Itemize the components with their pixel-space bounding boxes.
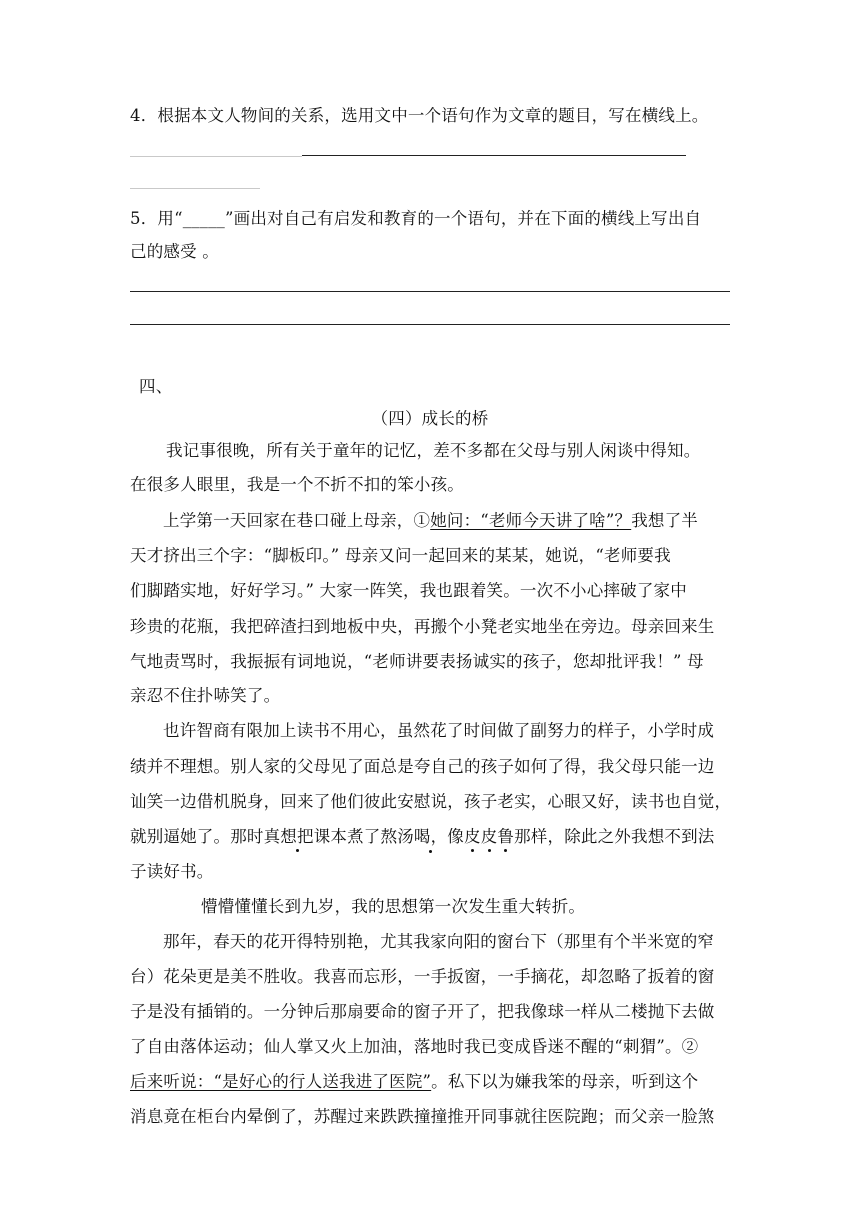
question-5: [130, 209, 730, 229]
passage-line: 台）花朵更是美不胜收。我喜而忘形，一手扳窗，一手摘花，却忽略了扳着的窗: [130, 967, 715, 986]
answer-line: [130, 291, 730, 292]
passage-text: 上学第一天回家在巷口碰上母亲，①: [163, 511, 431, 530]
passage-line: 绩并不理想。别人家的父母见了面总是夸自己的孩子如何了得，我父母只能一边: [130, 757, 715, 776]
answer-line-faint: [130, 156, 302, 157]
question-5-continued: 己的感受 。: [130, 242, 219, 261]
passage-line: 讪笑一边借机脱身，回来了他们彼此安慰说，孩子老实，心眼又好，读书也自觉，: [130, 792, 732, 811]
passage-line: 们脚踏实地，好好学习。” 大家一阵笑，我也跟着笑。一次不小心摔破了家中: [130, 581, 687, 600]
passage-line: 了自由落体运动；仙人掌又火上加油，落地时我已变成昏迷不醒的“刺猬”。②: [130, 1037, 699, 1056]
passage-line: 消息竟在柜台内晕倒了，苏醒过来跌跌撞撞推开同事就往医院跑；而父亲一脸煞: [130, 1107, 715, 1126]
passage-line: 子读好书。: [130, 862, 214, 881]
passage-title: （四）成长的桥: [371, 409, 489, 428]
passage-text: 那样，除此之外我想不到法: [514, 827, 715, 846]
answer-line-faint: [130, 188, 260, 189]
passage-line: 亲忍不住扑哧笑了。: [130, 686, 281, 705]
question-5-text: 5．用“: [130, 209, 183, 228]
question-4: 4．根据本文人物间的关系，选用文中一个语句作为文章的题目，写在横线上。: [130, 106, 709, 125]
passage-line: 那年，春天的花开得特别艳，尤其我家向阳的窗台下（那里有个半米宽的窄: [163, 932, 715, 951]
passage-text: 就别逼她了。那时真想把课本煮了熬汤喝，像: [130, 827, 464, 846]
underlined-sentence-2: 后来听说：“是好心的行人送我进了医院”: [130, 1072, 432, 1091]
passage-text: 。私下以为嫌我笨的母亲，听到这个: [431, 1072, 699, 1091]
passage-line: 懵懵懂懂长到九岁，我的思想第一次发生重大转折。: [201, 897, 586, 916]
passage-line: 珍贵的花瓶，我把碎渣扫到地板中央，再搬个小凳老实地坐在旁边。母亲回来生: [130, 617, 715, 636]
passage-line: [163, 511, 730, 531]
dotted-char: 皮: [464, 827, 481, 846]
passage-line: 在很多人眼里，我是一个不折不扣的笨小孩。: [130, 475, 464, 494]
passage-line: 子是没有插销的。一分钟后那扇要命的窗子开了，把我像球一样从二楼抛下去做: [130, 1002, 715, 1021]
passage-line: [130, 1072, 730, 1092]
dotted-char: 皮: [480, 827, 498, 846]
answer-line: [130, 324, 730, 325]
underlined-sentence-1: 她问：“老师今天讲了啥”？: [430, 511, 632, 530]
underline-mark: _____: [182, 209, 225, 228]
passage-line: [130, 827, 730, 847]
passage-line: 气地责骂时，我振振有词地说，“老师讲要表扬诚实的孩子，您却批评我！” 母: [130, 652, 704, 671]
section-number: 四、: [139, 377, 173, 396]
dotted-char: 鲁: [497, 827, 515, 846]
answer-line: [302, 155, 686, 156]
passage-line: 天才挤出三个字：“脚板印。” 母亲又问一起回来的某某，她说，“老师要我: [130, 546, 671, 565]
question-5-text: ”画出对自己有启发和教育的一个语句，并在下面的横线上写出自: [224, 209, 702, 228]
passage-line: 我记事很晚，所有关于童年的记忆，差不多都在父母与别人闲谈中得知。: [166, 441, 701, 460]
passage-text: 我想了半: [631, 511, 698, 530]
passage-line: 也许智商有限加上读书不用心，虽然花了时间做了副努力的样子，小学时成: [163, 721, 715, 740]
